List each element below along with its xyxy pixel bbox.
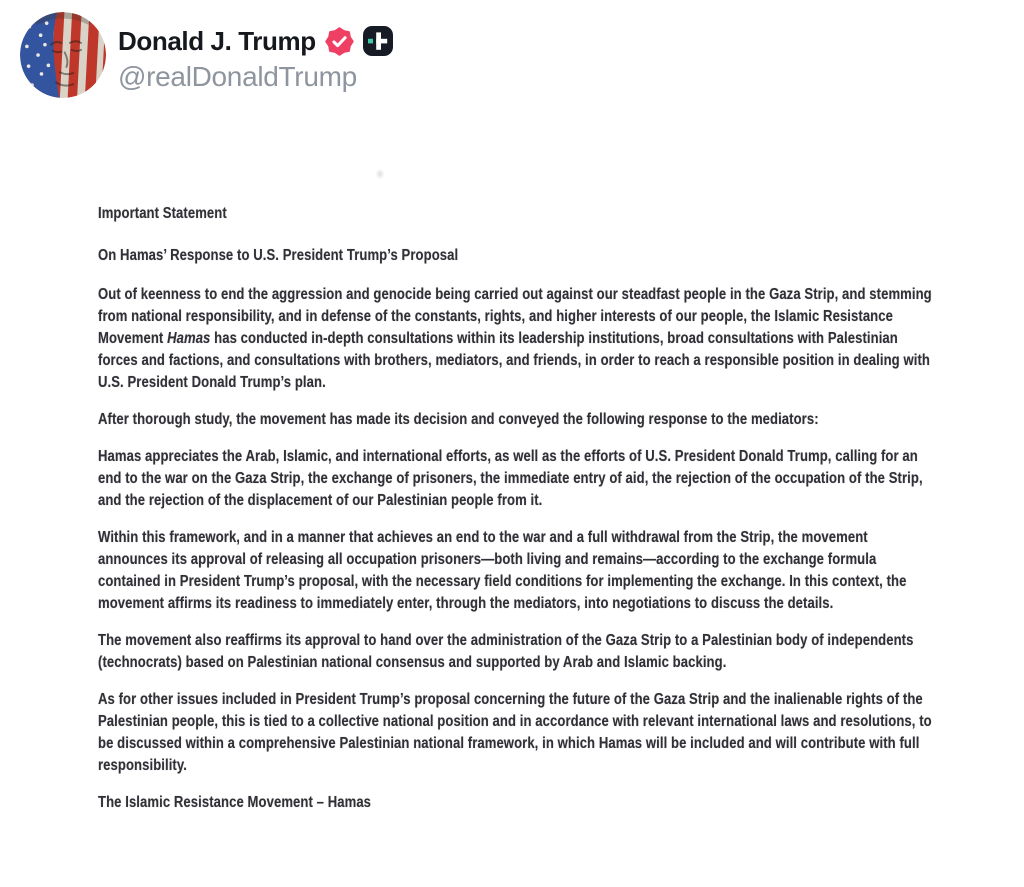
statement-subtitle: On Hamas’ Response to U.S. President Trump’s Proposal — [98, 247, 459, 264]
flag-face-avatar-image — [20, 12, 106, 98]
name-row — [118, 26, 393, 56]
statement-signoff: The Islamic Resistance Movement – Hamas — [98, 794, 372, 811]
statement-document-text — [98, 203, 934, 814]
statement-title: Important Statement — [98, 205, 227, 222]
statement-paragraph: Hamas appreciates the Arab, Islamic, and international efforts, as well as the efforts of U.S. President Donald Trump, calling for an end to the war on the Gaza Strip, the exchange of prisoners, the immediate entry of aid, the rejection of the occupation of the Strip, and the rejection of the displacement of our Palestinian people from it. — [98, 448, 923, 509]
statement-paragraph: Out of keenness to end the aggression and genocide being carried out against our steadfast people in the Gaza Strip, and stemming from national responsibility, and in defense of the constants, rights, and higher interests of our people, the Islamic Resistance Movement Hamas has conducted in-depth consultations within its leadership institutions, broad consultations with Palestinian forces and factions, and consultations with brothers, mediators, and friends, in order to reach a responsible position in dealing with U.S. President Donald Trump’s plan. — [98, 286, 932, 391]
statement-paragraph: The movement also reaffirms its approval to hand over the administration of the Gaza Strip to a Palestinian body of independents (technocrats) based on Palestinian national consensus and supported by Arab and Islamic backing. — [98, 632, 914, 671]
truth-plus-badge-icon — [363, 26, 393, 56]
photo-artifact — [374, 167, 386, 181]
display-name[interactable]: Donald J. Trump — [118, 26, 316, 56]
statement-document-image[interactable] — [98, 203, 934, 823]
statement-paragraph: Within this framework, and in a manner that achieves an end to the war and a full withdrawal from the Strip, the movement announces its approval of releasing all occupation prisoners—both living and remains—according to the exchange formula contained in President Trump’s proposal, with the necessary field conditions for implementing the exchange. In this context, the movement affirms its readiness to immediately enter, through the mediators, into negotiations to discuss the details. — [98, 529, 907, 612]
post-author-block — [118, 26, 393, 92]
verified-badge-icon — [325, 27, 354, 56]
user-handle[interactable]: @realDonaldTrump — [118, 61, 357, 92]
statement-paragraph: After thorough study, the movement has made its decision and conveyed the following response to the mediators: — [98, 411, 819, 428]
statement-paragraph: As for other issues included in President Trump’s proposal concerning the future of the Gaza Strip and the inalienable rights of the Palestinian people, this is tied to a collective national position and in accordance with relevant international laws and resolutions, to be discussed within a comprehensive Palestinian national framework, in which Hamas will be included and will contribute with full responsibility. — [98, 691, 932, 774]
statement-paragraphs — [98, 284, 934, 777]
avatar[interactable] — [20, 12, 106, 98]
